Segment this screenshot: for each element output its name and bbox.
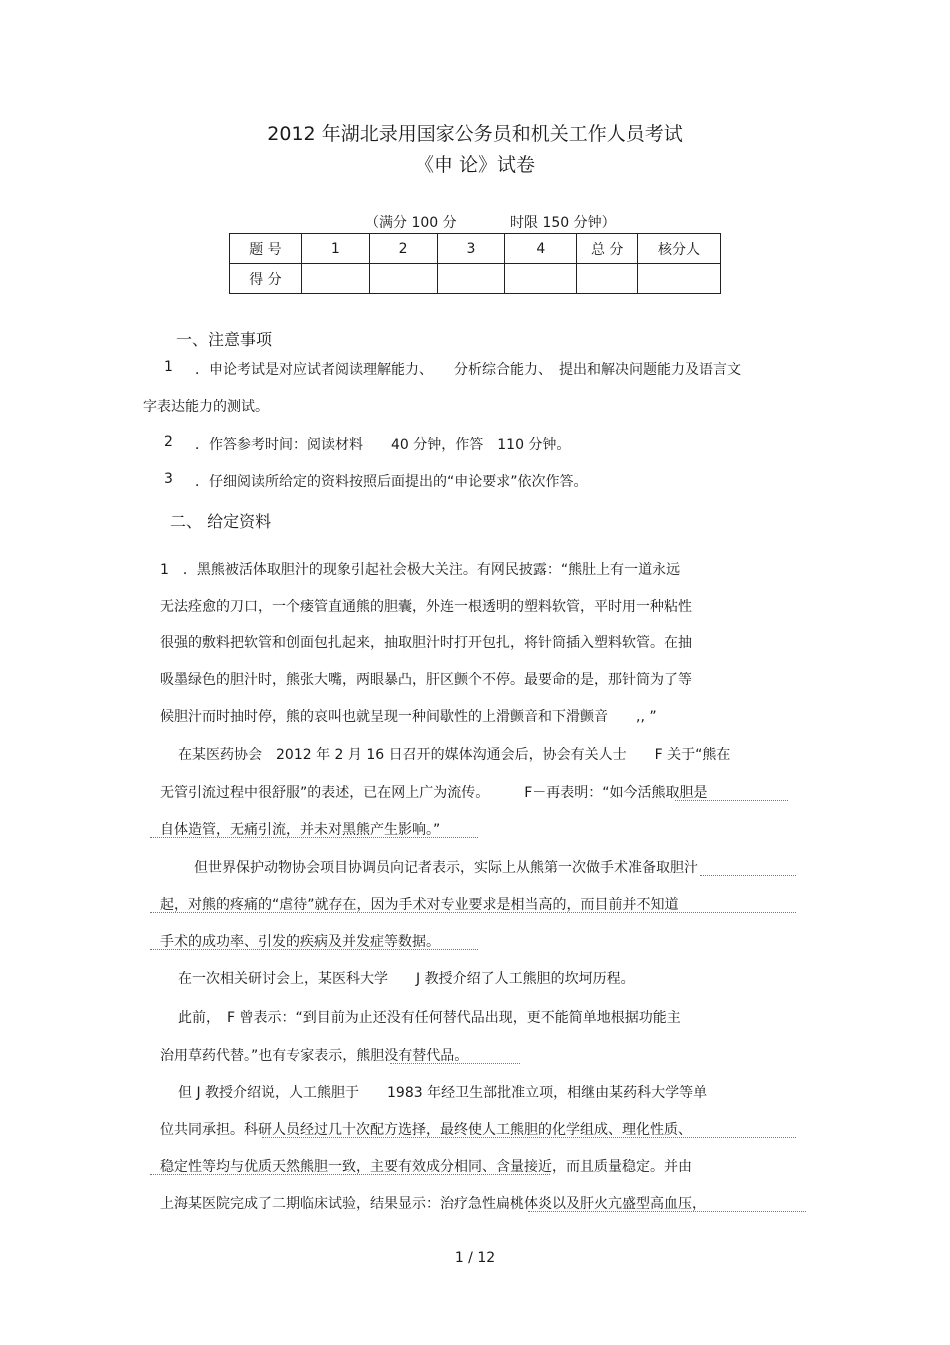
score-cell [577, 264, 638, 294]
score-cell [369, 264, 437, 294]
wavy-underline [390, 1061, 520, 1064]
material-line: 起，对熊的疼痛的“虐待”就存在，因为手术对专业要求是相当高的，而目前并不知道 [160, 897, 679, 913]
wavy-underline [150, 910, 796, 913]
material-line: 稳定性等均与优质天然熊胆一致，主要有效成分相同、含量接近，而且质量稳定。并由 [160, 1159, 692, 1175]
material-line: 位共同承担。科研人员经过几十次配方选择，最终使人工熊胆的化学组成、理化性质、 [160, 1122, 692, 1138]
score-table-header-row [230, 234, 721, 264]
header-cell: 题 号 [230, 234, 302, 264]
wavy-underline [150, 835, 478, 838]
time-note: 时限 150 分钟） [510, 215, 616, 231]
score-cell [301, 264, 369, 294]
score-cell [437, 264, 505, 294]
material-line: 治用草药代替。”也有专家表示，熊胆没有替代品。 [160, 1048, 469, 1064]
score-cell [505, 264, 577, 294]
score-table [229, 233, 721, 294]
wavy-underline [150, 1172, 550, 1175]
page-number: 1 / 12 [454, 1250, 496, 1266]
material-line: 1 ．黑熊被活体取胆汁的现象引起社会极大关注。有网民披露：“熊肚上有一道永远 [160, 562, 681, 578]
material-line: 但 J 教授介绍说，人工熊胆于 1983 年经卫生部批准立项，相继由某药科大学等单 [178, 1085, 708, 1101]
material-line: 在某医药协会 2012 年 2 月 16 日召开的媒体沟通会后，协会有关人士 F 关于“熊在 [178, 747, 731, 763]
material-line: 自体造管，无痛引流，并未对黑熊产生影响。” [160, 822, 441, 838]
material-line: 候胆汁而时抽时停，熊的哀叫也就呈现一种间歇性的上滑颤音和下滑颤音 ,, ” [160, 709, 657, 725]
material-line: 吸墨绿色的胆汁时，熊张大嘴，两眼暴凸，肝区颤个不停。最要命的是，那针筒为了等 [160, 672, 692, 688]
row-label-cell: 得 分 [230, 264, 302, 294]
material-line: 很强的敷料把软管和创面包扎起来，抽取胆汁时打开包扎，将针筒插入塑料软管。在抽 [160, 635, 692, 651]
header-cell: 3 [437, 234, 505, 264]
header-cell: 4 [505, 234, 577, 264]
note-number: 2 [164, 434, 173, 450]
header-cell: 1 [301, 234, 369, 264]
note-number: 1 [164, 359, 173, 375]
note-text: ．仔细阅读所给定的资料按照后面提出的“申论要求”依次作答。 [195, 474, 588, 490]
wavy-underline [675, 798, 788, 801]
section-heading-materials: 二、 给定资料 [170, 512, 272, 531]
material-line: 手术的成功率、引发的疾病及并发症等数据。 [160, 934, 440, 950]
note-text: ．作答参考时间：阅读材料 40 分钟，作答 110 分钟。 [195, 437, 571, 453]
wavy-underline [700, 873, 796, 876]
note-number: 3 [164, 471, 173, 487]
wavy-underline [150, 947, 478, 950]
wavy-underline [528, 1209, 806, 1212]
material-line: 在一次相关研讨会上，某医科大学 J 教授介绍了人工熊胆的坎坷历程。 [178, 971, 635, 987]
exam-title-line1: 2012 年湖北录用国家公务员和机关工作人员考试 [267, 123, 683, 145]
section-heading-notes: 一、注意事项 [176, 330, 273, 349]
material-line: 无法痊愈的刀口，一个瘘管直通熊的胆囊，外连一根透明的塑料软管，平时用一种粘性 [160, 599, 692, 615]
exam-title-line2: 《申 论》试卷 [414, 154, 536, 176]
score-cell [638, 264, 721, 294]
material-line: 上海某医院完成了二期临床试验，结果显示：治疗急性扁桃体炎以及肝火亢盛型高血压， [160, 1196, 706, 1212]
material-line: 无管引流过程中很舒服”的表述，已在网上广为流传。 F－再表明：“如今活熊取胆是 [160, 785, 708, 801]
header-cell: 2 [369, 234, 437, 264]
header-cell: 核分人 [638, 234, 721, 264]
score-table-score-row [230, 264, 721, 294]
material-line: 但世界保护动物协会项目协调员向记者表示，实际上从熊第一次做手术准备取胆汁 [194, 860, 698, 876]
header-cell: 总 分 [577, 234, 638, 264]
note-text: ．申论考试是对应试者阅读理解能力、 分析综合能力、 提出和解决问题能力及语言文 [195, 362, 741, 378]
note-text-continued: 字表达能力的测试。 [143, 399, 269, 415]
material-line: 此前， F 曾表示：“到目前为止还没有任何替代品出现，更不能简单地根据功能主 [178, 1010, 681, 1026]
score-note: （满分 100 分 [365, 215, 457, 231]
wavy-underline [262, 1135, 796, 1138]
